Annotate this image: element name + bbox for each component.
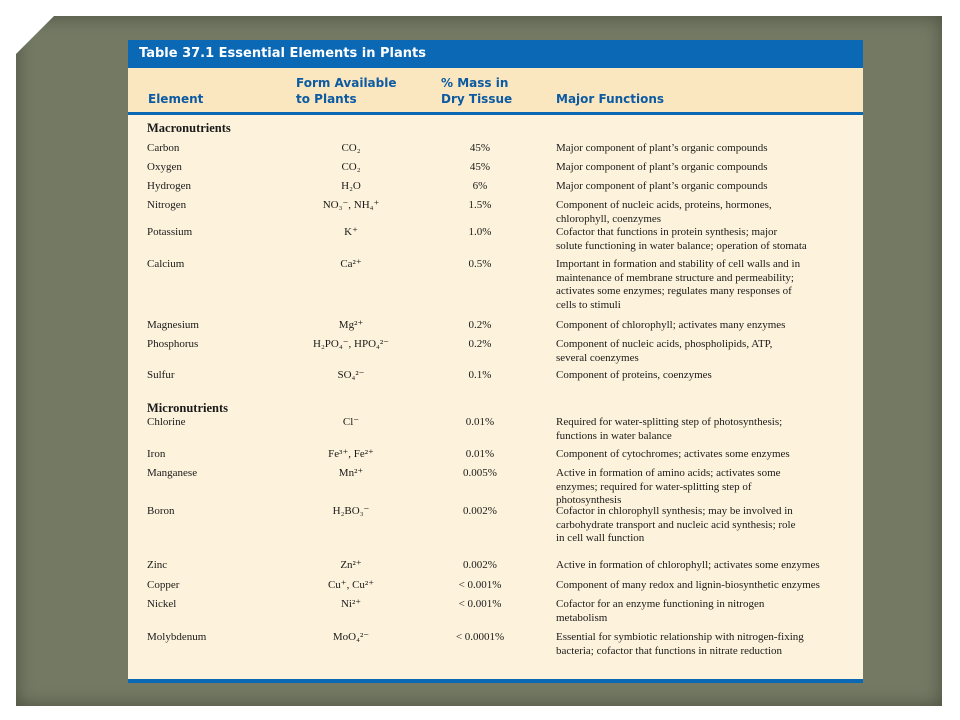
function-line: Major component of plant’s organic compounds	[556, 180, 768, 192]
element-name: Calcium	[147, 258, 185, 270]
function-line: bacteria; cofactor that functions in nitrate reduction	[556, 644, 783, 657]
form-available: NO₃⁻, NH₄⁺	[322, 199, 380, 211]
form-available: Zn²⁺	[340, 559, 362, 571]
section-heading: Macronutrients	[147, 121, 231, 135]
mass-percent: < 0.0001%	[455, 631, 505, 643]
header-mass-line1: % Mass in	[441, 76, 509, 90]
function-line: Cofactor for an enzyme functioning in nitrogen	[556, 598, 765, 610]
form-available: Cu⁺, Cu²⁺	[327, 579, 375, 591]
element-name: Zinc	[147, 559, 168, 571]
element-name: Molybdenum	[147, 631, 207, 643]
element-name: Carbon	[147, 142, 180, 154]
element-name: Boron	[147, 505, 175, 517]
function-line: Component of many redox and lignin-biosynthetic enzymes	[556, 579, 820, 591]
function-line: carbohydrate transport and nucleic acid synthesis; role	[556, 518, 796, 531]
mass-percent: 0.5%	[468, 258, 492, 270]
function-line: enzymes; required for water-splitting step of	[556, 480, 752, 493]
element-name: Hydrogen	[147, 180, 191, 192]
header-form-line1: Form Available	[296, 76, 397, 90]
function-line: Component of cytochromes; activates some enzymes	[556, 448, 790, 460]
header-rule	[128, 112, 863, 115]
function-line: maintenance of membrane structure and permeability;	[556, 271, 794, 284]
form-available: H₂O	[341, 180, 361, 192]
mass-percent: 0.2%	[468, 319, 492, 331]
element-name: Phosphorus	[147, 338, 199, 350]
function-line: Component of nucleic acids, phospholipids, ATP,	[556, 338, 773, 350]
element-name: Manganese	[147, 467, 198, 479]
form-available: Cl⁻	[342, 416, 360, 428]
major-functions	[556, 467, 856, 508]
major-functions	[556, 505, 856, 546]
element-name: Iron	[147, 448, 166, 460]
element-name: Sulfur	[147, 369, 175, 381]
mass-percent: 1.0%	[468, 226, 492, 238]
major-functions	[556, 369, 856, 383]
form-available: Mn²⁺	[338, 467, 364, 479]
major-functions	[556, 319, 856, 333]
major-functions	[556, 631, 856, 658]
table-header	[128, 68, 863, 112]
mass-percent: < 0.001%	[458, 598, 502, 610]
function-line: Important in formation and stability of cell walls and in	[556, 258, 801, 270]
elements-table	[128, 40, 863, 683]
header-form-line2: to Plants	[296, 92, 357, 106]
mass-percent: 0.1%	[468, 369, 492, 381]
mass-percent: 1.5%	[468, 199, 492, 211]
header-mass-line2: Dry Tissue	[441, 92, 513, 106]
function-line: activates some enzymes; regulates many responses of	[556, 285, 792, 298]
form-available: Ca²⁺	[340, 258, 362, 270]
major-functions	[556, 199, 856, 226]
function-line: in cell wall function	[556, 532, 645, 545]
element-name: Oxygen	[147, 161, 182, 173]
element-name: Chlorine	[147, 416, 186, 428]
form-available: K⁺	[344, 226, 358, 238]
function-line: Required for water-splitting step of photosynthesis;	[556, 416, 783, 428]
form-available: H₂PO₄⁻, HPO₄²⁻	[313, 338, 389, 350]
function-line: photosynthesis	[556, 494, 622, 507]
form-available: SO₄²⁻	[337, 369, 365, 381]
function-line: Active in formation of amino acids; activates some	[556, 467, 781, 479]
function-line: solute functioning in water balance; operation of stomata	[556, 239, 807, 252]
mass-percent: 0.2%	[468, 338, 492, 350]
function-line: metabolism	[556, 611, 608, 624]
function-line: Active in formation of chlorophyll; activates some enzymes	[556, 559, 820, 571]
mass-percent: 0.01%	[465, 448, 495, 460]
mass-percent: 0.002%	[463, 505, 497, 517]
major-functions	[556, 258, 856, 312]
table-title: Table 37.1 Essential Elements in Plants	[128, 40, 863, 68]
major-functions	[556, 226, 856, 253]
function-line: Essential for symbiotic relationship with nitrogen-fixing	[556, 631, 804, 643]
form-available: MoO₄²⁻	[332, 631, 370, 643]
major-functions	[556, 448, 856, 462]
major-functions	[556, 338, 856, 365]
form-available: CO₂	[341, 142, 361, 154]
major-functions	[556, 559, 856, 573]
major-functions	[556, 161, 856, 175]
mass-percent: < 0.001%	[458, 579, 502, 591]
element-name: Nickel	[147, 598, 177, 610]
function-line: Component of proteins, coenzymes	[556, 369, 712, 381]
function-line: Component of nucleic acids, proteins, hormones,	[556, 199, 772, 211]
function-line: Cofactor that functions in protein synthesis; major	[556, 226, 778, 238]
major-functions	[556, 598, 856, 625]
function-line: Major component of plant’s organic compounds	[556, 161, 768, 173]
form-available: Fe³⁺, Fe²⁺	[328, 448, 374, 460]
function-line: functions in water balance	[556, 429, 672, 442]
section-heading: Micronutrients	[147, 401, 229, 415]
function-line: Cofactor in chlorophyll synthesis; may be involved in	[556, 505, 793, 517]
header-element: Element	[148, 92, 204, 106]
header-functions: Major Functions	[556, 92, 665, 106]
major-functions	[556, 579, 856, 593]
element-name: Potassium	[147, 226, 193, 238]
mass-percent: 45%	[469, 142, 491, 154]
form-available: H₂BO₃⁻	[332, 505, 370, 517]
function-line: several coenzymes	[556, 351, 639, 364]
form-available: Mg²⁺	[338, 319, 364, 331]
element-name: Copper	[147, 579, 180, 591]
major-functions	[556, 416, 856, 443]
bottom-rule	[128, 679, 863, 683]
function-line: Component of chlorophyll; activates many enzymes	[556, 319, 786, 331]
form-available: Ni²⁺	[340, 598, 362, 610]
major-functions	[556, 180, 856, 194]
mass-percent: 0.005%	[463, 467, 497, 479]
major-functions	[556, 142, 856, 156]
mass-percent: 0.01%	[465, 416, 495, 428]
function-line: chlorophyll, coenzymes	[556, 212, 662, 225]
element-name: Nitrogen	[147, 199, 187, 211]
mass-percent: 0.002%	[463, 559, 497, 571]
mass-percent: 45%	[469, 161, 491, 173]
element-name: Magnesium	[147, 319, 199, 331]
mass-percent: 6%	[472, 180, 488, 192]
function-line: cells to stimuli	[556, 298, 621, 311]
form-available: CO₂	[341, 161, 361, 173]
function-line: Major component of plant’s organic compounds	[556, 142, 768, 154]
